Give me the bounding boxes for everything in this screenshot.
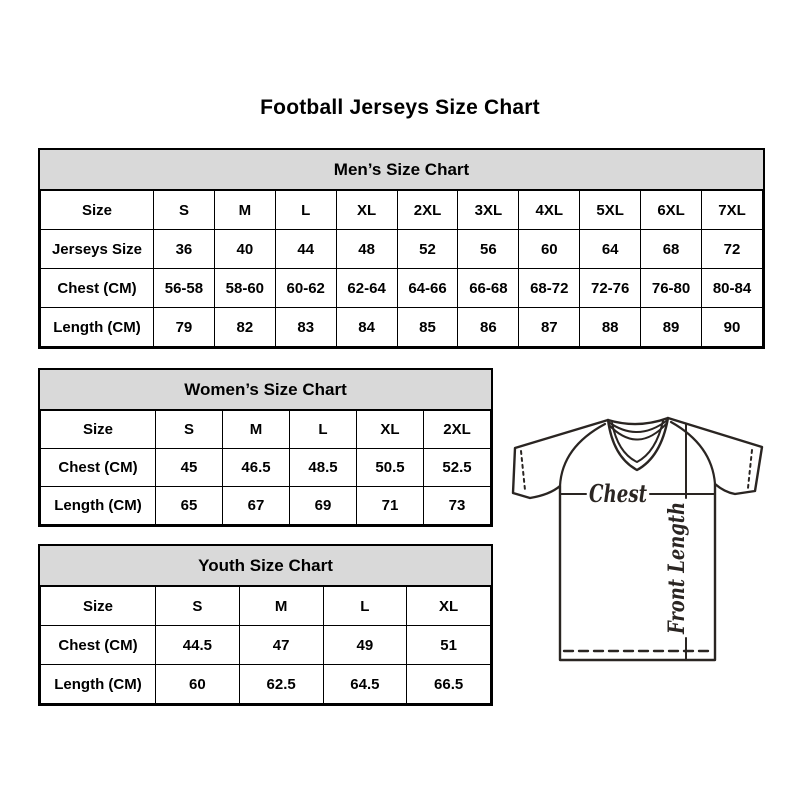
size-label-cell: Size: [41, 587, 156, 626]
youth-chart-title: Youth Size Chart: [40, 546, 491, 586]
value-cell: 44.5: [156, 626, 240, 665]
value-cell: 36: [154, 230, 215, 269]
value-cell: 48.5: [290, 449, 357, 487]
table-row: [41, 449, 491, 487]
size-header-cell: 2XL: [424, 411, 491, 449]
value-cell: 90: [702, 308, 763, 347]
value-cell: 62.5: [239, 665, 323, 704]
size-header-cell: S: [156, 411, 223, 449]
value-cell: 67: [223, 487, 290, 525]
table-row: [41, 308, 763, 347]
size-label-cell: Size: [41, 191, 154, 230]
value-cell: 46.5: [223, 449, 290, 487]
value-cell: 79: [154, 308, 215, 347]
value-cell: 50.5: [357, 449, 424, 487]
row-label-cell: Jerseys Size: [41, 230, 154, 269]
value-cell: 73: [424, 487, 491, 525]
table-row: [41, 269, 763, 308]
value-cell: 62-64: [336, 269, 397, 308]
value-cell: 64.5: [323, 665, 407, 704]
size-header-cell: 2XL: [397, 191, 458, 230]
value-cell: 76-80: [641, 269, 702, 308]
table-row: [41, 626, 491, 665]
value-cell: 60: [519, 230, 580, 269]
size-header-cell: 3XL: [458, 191, 519, 230]
table-row: [41, 191, 763, 230]
table-row: [41, 411, 491, 449]
mens-size-chart: [38, 148, 765, 349]
size-header-cell: 5XL: [580, 191, 641, 230]
value-cell: 84: [336, 308, 397, 347]
front-length-label: Front Length: [664, 471, 690, 634]
size-header-cell: S: [156, 587, 240, 626]
value-cell: 56-58: [154, 269, 215, 308]
value-cell: 66.5: [407, 665, 491, 704]
size-header-cell: XL: [407, 587, 491, 626]
size-header-cell: XL: [336, 191, 397, 230]
value-cell: 65: [156, 487, 223, 525]
value-cell: 64-66: [397, 269, 458, 308]
value-cell: 83: [275, 308, 336, 347]
value-cell: 89: [641, 308, 702, 347]
table-row: [41, 665, 491, 704]
womens-size-table: [40, 410, 491, 525]
size-header-cell: S: [154, 191, 215, 230]
chest-label: Chest: [589, 479, 647, 508]
value-cell: 51: [407, 626, 491, 665]
value-cell: 85: [397, 308, 458, 347]
value-cell: 72: [702, 230, 763, 269]
value-cell: 68: [641, 230, 702, 269]
table-row: [41, 587, 491, 626]
value-cell: 45: [156, 449, 223, 487]
mens-chart-title: Men’s Size Chart: [40, 150, 763, 190]
size-header-cell: XL: [357, 411, 424, 449]
value-cell: 87: [519, 308, 580, 347]
value-cell: 60: [156, 665, 240, 704]
value-cell: 48: [336, 230, 397, 269]
value-cell: 71: [357, 487, 424, 525]
size-header-cell: M: [223, 411, 290, 449]
value-cell: 44: [275, 230, 336, 269]
jersey-diagram: [500, 403, 780, 695]
womens-size-chart: [38, 368, 493, 527]
value-cell: 82: [214, 308, 275, 347]
value-cell: 40: [214, 230, 275, 269]
size-label-cell: Size: [41, 411, 156, 449]
size-header-cell: L: [290, 411, 357, 449]
row-label-cell: Length (CM): [41, 487, 156, 525]
value-cell: 69: [290, 487, 357, 525]
jersey-outline: [513, 418, 762, 660]
size-header-cell: L: [275, 191, 336, 230]
value-cell: 47: [239, 626, 323, 665]
row-label-cell: Chest (CM): [41, 449, 156, 487]
value-cell: 60-62: [275, 269, 336, 308]
row-label-cell: Chest (CM): [41, 269, 154, 308]
value-cell: 64: [580, 230, 641, 269]
value-cell: 49: [323, 626, 407, 665]
table-row: [41, 230, 763, 269]
value-cell: 72-76: [580, 269, 641, 308]
size-header-cell: L: [323, 587, 407, 626]
value-cell: 56: [458, 230, 519, 269]
size-header-cell: 4XL: [519, 191, 580, 230]
size-header-cell: 7XL: [702, 191, 763, 230]
value-cell: 58-60: [214, 269, 275, 308]
page-title: Football Jerseys Size Chart: [260, 96, 540, 119]
table-row: [41, 487, 491, 525]
row-label-cell: Length (CM): [41, 665, 156, 704]
value-cell: 52: [397, 230, 458, 269]
size-header-cell: 6XL: [641, 191, 702, 230]
size-header-cell: M: [214, 191, 275, 230]
value-cell: 86: [458, 308, 519, 347]
value-cell: 80-84: [702, 269, 763, 308]
value-cell: 66-68: [458, 269, 519, 308]
value-cell: 88: [580, 308, 641, 347]
mens-size-table: [40, 190, 763, 347]
row-label-cell: Length (CM): [41, 308, 154, 347]
youth-size-table: [40, 586, 491, 704]
womens-chart-title: Women’s Size Chart: [40, 370, 491, 410]
value-cell: 52.5: [424, 449, 491, 487]
size-header-cell: M: [239, 587, 323, 626]
value-cell: 68-72: [519, 269, 580, 308]
youth-size-chart: [38, 544, 493, 706]
row-label-cell: Chest (CM): [41, 626, 156, 665]
